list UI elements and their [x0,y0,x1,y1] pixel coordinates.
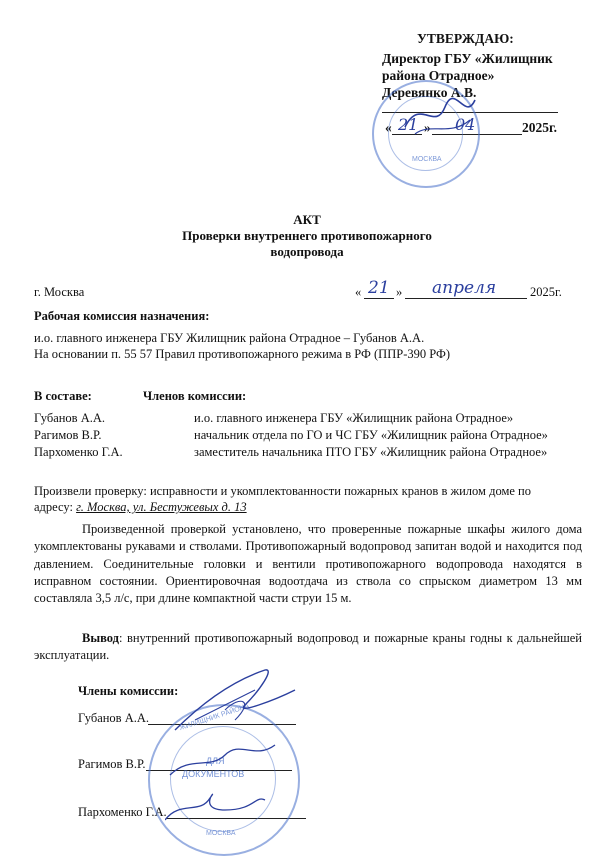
date-open: « [355,285,362,299]
commission-heading: Рабочая комиссия назначения: [34,309,210,323]
doc-title-line1: АКТ [293,212,321,227]
address-value: г. Москва, ул. Бестужевых д. 13 [76,500,247,514]
stamp-center-top: ДЛЯ [206,756,225,766]
doc-title-line3: водопровода [270,244,344,259]
approval-line1: Директор ГБУ «Жилищник [382,51,553,66]
director-signature [400,92,480,142]
date-year: 2025г. [530,285,562,299]
inspection-address-row [34,500,247,515]
stamp-city-text: МОСКВА [206,830,236,837]
date-day-line [364,298,394,299]
doc-title-line2: Проверки внутреннего противопожарного [182,228,432,243]
member-name: Пархоменко Г.А. [34,445,123,459]
commission-line1: и.о. главного инженера ГБУ Жилищник района Отрадное – Губанов А.А. [34,331,425,345]
member-name: Губанов А.А. [34,411,106,425]
commission-line2: На основании п. 55 57 Правил противопожарного режима в РФ (ППР-390 РФ) [34,347,451,361]
approval-date-close: » [424,120,431,135]
stamp-ring-text: ЖИЛИЩНИК РАЙОНА [178,702,251,733]
approval-year: 2025г. [522,120,557,135]
signatures-heading: Члены комиссии: [78,684,179,698]
members-heading: Членов комиссии: [143,389,247,403]
findings-paragraph: Произведенной проверкой установлено, что проверенные пожарные шкафы жилого дома укомплектованы рукавами и стволами. Противопожарный водопровод запитан водой и находится под давлением. Соединительные головки и вентили противопожарного водопровода находятся в исправном состоянии. Ориентировочная водоотдача из ствола со спрыском диаметром 13 мм составляла 3,5 л/с, при длине компактной части струи 15 м. [34,522,582,606]
member-position: заместитель начальника ПТО ГБУ «Жилищник района Отрадное» [194,445,548,459]
date-close: » [396,285,403,299]
conclusion-label: Вывод [82,631,119,645]
date-month: апреля [432,278,497,298]
approval-title: УТВЕРЖДАЮ: [417,31,514,46]
city: г. Москва [34,285,85,299]
member-signatures [165,660,315,850]
stamp-city-text: МОСКВА [412,156,442,163]
date-day: 21 [368,278,390,298]
approval-month: 04 [455,115,476,134]
stamp-center-text: ДОКУМЕНТОВ [182,769,245,779]
member-position: начальник отдела по ГО и ЧС ГБУ «Жилищник района Отрадное» [194,428,548,442]
address-label: адресу: [34,500,77,514]
inspection-line1: Произвели проверку: исправности и укомплектованности пожарных кранов в жилом доме по [34,484,531,498]
date-month-line [405,298,527,299]
conclusion-text: : внутренний противопожарный водопровод и пожарные краны годны к дальнейшей эксплуатации. [34,631,582,663]
signature-name: Рагимов В.Р. [78,757,146,771]
signature-name: Пархоменко Г.А. [78,805,167,819]
approval-line3: Деревянко А.В. [382,85,477,100]
member-name: Рагимов В.Р. [34,428,102,442]
signature-name: Губанов А.А. [78,711,150,725]
composition-heading: В составе: [34,389,92,403]
member-position: и.о. главного инженера ГБУ «Жилищник района Отрадное» [194,411,514,425]
approval-date-open: « [385,120,392,135]
approval-day: 21 [398,115,419,134]
approval-line2: района Отрадное» [382,68,495,83]
